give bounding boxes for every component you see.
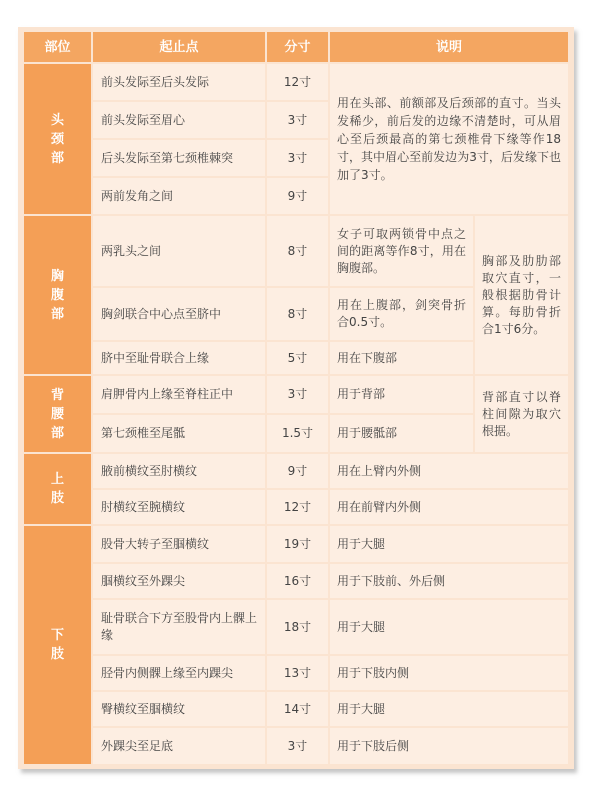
row-note: 用于下肢内侧	[330, 656, 568, 690]
row-range: 臀横纹至腘横纹	[93, 692, 265, 726]
row-range: 肘横纹至腕横纹	[93, 490, 265, 524]
table-frame	[18, 27, 574, 769]
row-cun: 3寸	[267, 102, 328, 138]
row-note: 用于大腿	[330, 526, 568, 562]
row-cun: 3寸	[267, 728, 328, 764]
row-note: 用于大腿	[330, 600, 568, 654]
row-cun: 8寸	[267, 288, 328, 340]
category-lower: 下肢	[24, 526, 91, 764]
row-cun: 9寸	[267, 454, 328, 488]
row-cun: 8寸	[267, 216, 328, 286]
row-range: 胸剑联合中心点至脐中	[93, 288, 265, 340]
row-cun: 12寸	[267, 64, 328, 100]
header-range: 起止点	[93, 32, 265, 62]
category-head: 头颈部	[24, 64, 91, 214]
row-cun: 9寸	[267, 178, 328, 214]
row-cun: 3寸	[267, 140, 328, 176]
row-range: 耻骨联合下方至股骨内上髁上缘	[93, 600, 265, 654]
category-back: 背腰部	[24, 376, 91, 452]
row-cun: 18寸	[267, 600, 328, 654]
note-back: 背部直寸以脊柱间隙为取穴根据。	[475, 376, 568, 452]
category-chest: 胸腹部	[24, 216, 91, 374]
row-note: 用于腰骶部	[330, 415, 473, 452]
row-cun: 12寸	[267, 490, 328, 524]
row-cun: 16寸	[267, 564, 328, 598]
row-note: 用于下肢前、外后侧	[330, 564, 568, 598]
row-range: 胫骨内侧髁上缘至内踝尖	[93, 656, 265, 690]
row-range: 后头发际至第七颈椎棘突	[93, 140, 265, 176]
row-note: 用在上腹部，剑突骨折合0.5寸。	[330, 288, 473, 340]
row-note: 用在前臂内外侧	[330, 490, 568, 524]
note-chest: 胸部及肋肋部取穴直寸，一般根据肋骨计算。每肋骨折合1寸6分。	[475, 216, 568, 374]
row-note: 用于下肢后侧	[330, 728, 568, 764]
note-head: 用在头部、前额部及后颈部的直寸。当头发稀少，前后发的边缘不清楚时，可从眉心至后颈最高的第七颈椎骨下缘等作18寸，其中眉心至前发边为3寸，后发缘下也加了3寸。	[330, 64, 568, 214]
row-cun: 5寸	[267, 342, 328, 374]
row-range: 肩胛骨内上缘至脊柱正中	[93, 376, 265, 413]
header-note: 说明	[330, 32, 568, 62]
row-range: 外踝尖至足底	[93, 728, 265, 764]
row-range: 腘横纹至外踝尖	[93, 564, 265, 598]
category-upper: 上肢	[24, 454, 91, 524]
row-range: 第七颈椎至尾骶	[93, 415, 265, 452]
row-range: 两乳头之间	[93, 216, 265, 286]
row-note: 女子可取两锁骨中点之间的距离等作8寸，用在胸腹部。	[330, 216, 473, 286]
row-range: 前头发际至眉心	[93, 102, 265, 138]
row-range: 脐中至耻骨联合上缘	[93, 342, 265, 374]
header-part: 部位	[24, 32, 91, 62]
row-cun: 14寸	[267, 692, 328, 726]
row-cun: 19寸	[267, 526, 328, 562]
row-note: 用于大腿	[330, 692, 568, 726]
row-cun: 13寸	[267, 656, 328, 690]
row-note: 用在上臂内外侧	[330, 454, 568, 488]
row-note: 用于背部	[330, 376, 473, 413]
row-range: 两前发角之间	[93, 178, 265, 214]
row-cun: 1.5寸	[267, 415, 328, 452]
row-range: 股骨大转子至腘横纹	[93, 526, 265, 562]
row-range: 前头发际至后头发际	[93, 64, 265, 100]
row-cun: 3寸	[267, 376, 328, 413]
row-note: 用在下腹部	[330, 342, 473, 374]
header-cun: 分寸	[267, 32, 328, 62]
row-range: 腋前横纹至肘横纹	[93, 454, 265, 488]
